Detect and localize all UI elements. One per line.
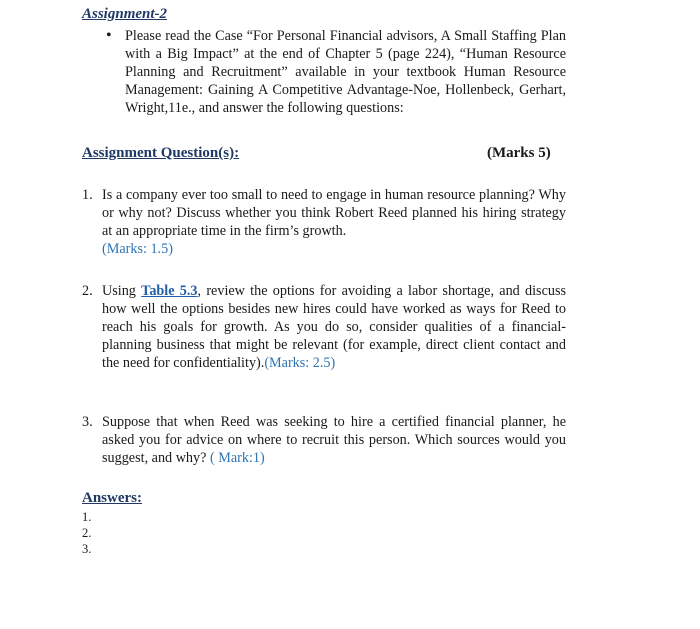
answers-heading: Answers: [82, 490, 142, 506]
assignment-title: Assignment-2 [82, 6, 168, 22]
question-body-rest: , review the options for avoiding a labor shortage, and discuss how well the options besides new hires could have worked as ways for Reed to reach his goals for growth. As you do so, consider qualities of a financial-planning business that might be relevant (for example, direct client contact and the need for confidentiality). [102, 283, 567, 371]
question-3 [82, 413, 566, 467]
question-body: Suppose that when Reed was seeking to hire a certified financial planner, he asked you for advice on where to recruit this person. Which sources would you suggest, and why? [102, 414, 566, 466]
intro-instructions: Please read the Case “For Personal Financial advisors, A Small Staffing Plan with a Big Impact” at the end of Chapter 5 (page 224), “Human Resource Planning and Recruitment” available in your textbook Human Resource Management: Gaining A Competitive Advantage-Noe, Hollenbeck, Gerhart, Wright,11e., and answer the following questions: [125, 28, 566, 116]
question-text [102, 186, 566, 258]
answer-item: 2. [82, 526, 92, 540]
total-marks: (Marks 5) [487, 145, 551, 161]
bullet-marker: • [106, 27, 112, 44]
question-number: 1. [82, 187, 93, 203]
question-body: Is a company ever too small to need to engage in human resource planning? Why or why not? Discuss whether you think Robert Reed planned his hiring strategy at an appropriate time in the firm’s growth. [102, 187, 566, 239]
answer-item: 1. [82, 510, 92, 524]
table-5-3-link[interactable]: Table 5.3 [141, 283, 198, 299]
question-marks: ( Mark:1) [209, 450, 265, 466]
question-text [102, 282, 566, 372]
question-2 [82, 282, 566, 372]
question-number: 3. [82, 414, 93, 430]
questions-heading: Assignment Question(s): [82, 145, 240, 161]
answer-item: 3. [82, 542, 92, 556]
answer-list [82, 509, 91, 557]
question-marks: (Marks: 1.5) [102, 241, 173, 257]
question-body-start: Using [102, 283, 142, 299]
question-text [102, 413, 566, 467]
question-number: 2. [82, 283, 93, 299]
question-marks: (Marks: 2.5) [264, 355, 336, 371]
question-1 [82, 186, 566, 258]
